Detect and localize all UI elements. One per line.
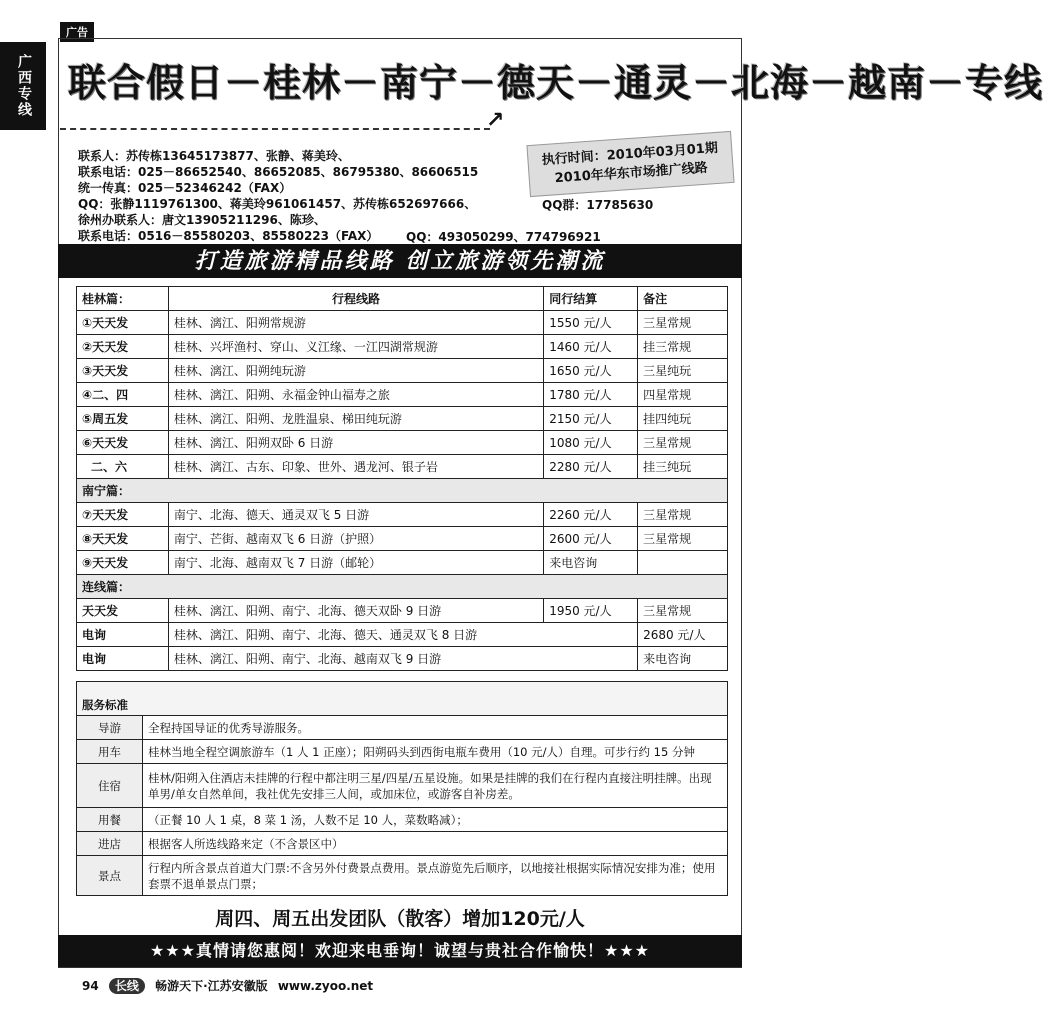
row-day: ⑦天天发 xyxy=(77,503,169,527)
row-note: 三星常规 xyxy=(638,431,728,455)
row-note xyxy=(638,551,728,575)
table-row xyxy=(77,383,728,407)
row-price: 1780 元/人 xyxy=(544,383,638,407)
row-note: 三星纯玩 xyxy=(638,359,728,383)
row-price: 1080 元/人 xyxy=(544,431,638,455)
row-note: 挂三纯玩 xyxy=(638,455,728,479)
row-price: 2600 元/人 xyxy=(544,527,638,551)
service-row xyxy=(77,808,728,832)
row-price: 1650 元/人 xyxy=(544,359,638,383)
service-text: 根据客人所选线路来定（不含景区中） xyxy=(143,832,728,856)
page-footer xyxy=(82,977,379,994)
service-label: 进店 xyxy=(77,832,143,856)
bottom-banner: ★★★真情请您惠阅！欢迎来电垂询！诚望与贵社合作愉快！★★★ xyxy=(58,935,742,967)
services-title: 服务标准 xyxy=(77,682,728,716)
contact-line: 统一传真：025－52346242（FAX） xyxy=(78,181,292,195)
services-table xyxy=(76,681,728,896)
row-price: 2680 元/人 xyxy=(638,623,728,647)
ad-tag: 广告 xyxy=(60,22,94,42)
arrow-up-icon: ↗ xyxy=(486,108,505,133)
section-row-link xyxy=(77,575,728,599)
exec-market: 2010年华东市场推广线路 xyxy=(554,160,709,187)
row-route: 桂林、漓江、阳朔、龙胜温泉、梯田纯玩游 xyxy=(168,407,543,431)
row-route: 桂林、漓江、阳朔、永福金钟山福寿之旅 xyxy=(168,383,543,407)
service-text: （正餐 10 人 1 桌，8 菜 1 汤，人数不足 10 人，菜数略减）； xyxy=(143,808,728,832)
services-title-row xyxy=(77,682,728,716)
table-row xyxy=(77,431,728,455)
row-price: 2150 元/人 xyxy=(544,407,638,431)
row-route: 桂林、漓江、阳朔纯玩游 xyxy=(168,359,543,383)
row-route: 桂林、漓江、古东、印象、世外、遇龙河、银子岩 xyxy=(168,455,543,479)
service-row xyxy=(77,764,728,808)
service-label: 用车 xyxy=(77,740,143,764)
section-title: 连线篇： xyxy=(77,575,728,599)
row-price: 1550 元/人 xyxy=(544,311,638,335)
site-url[interactable]: www.zyoo.net xyxy=(277,979,374,993)
header-section: 桂林篇： xyxy=(77,287,169,311)
row-day: 二、六 xyxy=(77,455,169,479)
route-dash-line xyxy=(60,128,490,130)
surcharge-note: 周四、周五出发团队（散客）增加120元/人 xyxy=(215,908,585,930)
contact-line: QQ：张静1119761300、蒋美玲961061457、苏传栋652697666、 xyxy=(78,197,477,211)
row-day: ③天天发 xyxy=(77,359,169,383)
row-day: 天天发 xyxy=(77,599,169,623)
service-text: 桂林当地全程空调旅游车（1 人 1 正座）；阳朔码头到西街电瓶车费用（10 元/人）自理。可步行约 15 分钟 xyxy=(143,740,728,764)
row-route: 南宁、北海、德天、通灵双飞 5 日游 xyxy=(168,503,543,527)
service-text: 行程内所含景点首道大门票:不含另外付费景点费用。景点游览先后顺序，以地接社根据实际情况安排为准；使用套票不退单景点门票； xyxy=(143,856,728,896)
row-price: 1460 元/人 xyxy=(544,335,638,359)
table-row xyxy=(77,647,728,671)
section-title: 南宁篇： xyxy=(77,479,728,503)
row-route: 桂林、漓江、阳朔常规游 xyxy=(168,311,543,335)
row-day: ⑤周五发 xyxy=(77,407,169,431)
row-day: ⑨天天发 xyxy=(77,551,169,575)
table-row xyxy=(77,455,728,479)
row-note: 挂四纯玩 xyxy=(638,407,728,431)
row-route: 桂林、漓江、阳朔双卧 6 日游 xyxy=(168,431,543,455)
row-price: 1950 元/人 xyxy=(544,599,638,623)
section-chip: 长线 xyxy=(109,978,145,994)
row-day: ⑥天天发 xyxy=(77,431,169,455)
service-text: 桂林/阳朔入住酒店未挂牌的行程中都注明三星/四星/五星设施。如果是挂牌的我们在行程内直接注明挂牌。出现单男/单女自然单间，我社优先安排三人间，或加床位，或游客自补房差。 xyxy=(143,764,728,808)
row-day: ①天天发 xyxy=(77,311,169,335)
table-row xyxy=(77,599,728,623)
row-route: 桂林、漓江、阳朔、南宁、北海、德天、通灵双飞 8 日游 xyxy=(168,623,637,647)
table-row xyxy=(77,359,728,383)
table-row xyxy=(77,311,728,335)
row-route: 桂林、兴坪渔村、穿山、义江缘、一江四湖常规游 xyxy=(168,335,543,359)
section-row-nanning xyxy=(77,479,728,503)
contact-line: 联系人：苏传栋13645173877、张静、蒋美玲、 xyxy=(78,149,350,163)
table-row xyxy=(77,551,728,575)
row-note: 三星常规 xyxy=(638,311,728,335)
row-price: 来电咨询 xyxy=(544,551,638,575)
row-day: 电询 xyxy=(77,623,169,647)
row-note: 挂三常规 xyxy=(638,335,728,359)
service-label: 导游 xyxy=(77,716,143,740)
header-note: 备注 xyxy=(638,287,728,311)
service-row xyxy=(77,856,728,896)
service-row xyxy=(77,740,728,764)
service-label: 住宿 xyxy=(77,764,143,808)
exec-date: 执行时间：2010年03月01期 xyxy=(541,140,719,169)
routes-table xyxy=(76,286,728,671)
row-route: 南宁、芒街、越南双飞 6 日游（护照） xyxy=(168,527,543,551)
row-price: 来电咨询 xyxy=(638,647,728,671)
row-note: 四星常规 xyxy=(638,383,728,407)
service-label: 景点 xyxy=(77,856,143,896)
table-row xyxy=(77,335,728,359)
header-route: 行程线路 xyxy=(168,287,543,311)
brand-name: 畅游天下·江苏安徽版 xyxy=(155,979,268,993)
contact-line: 联系电话：025－86652540、86652085、86795380、86606515 xyxy=(78,165,479,179)
row-route: 桂林、漓江、阳朔、南宁、北海、越南双飞 9 日游 xyxy=(168,647,637,671)
service-row xyxy=(77,716,728,740)
qq-group: QQ群：17785630 xyxy=(542,198,654,212)
page-number: 94 xyxy=(82,979,99,993)
row-price: 2260 元/人 xyxy=(544,503,638,527)
row-note: 三星常规 xyxy=(638,599,728,623)
table-row xyxy=(77,527,728,551)
table-row xyxy=(77,623,728,647)
side-tab: 广西专线 xyxy=(0,42,46,130)
row-route: 南宁、北海、越南双飞 7 日游（邮轮） xyxy=(168,551,543,575)
row-day: 电询 xyxy=(77,647,169,671)
headline: 联合假日－桂林－南宁－德天－通灵－北海－越南－专线 xyxy=(68,61,1043,105)
table-row xyxy=(77,503,728,527)
table-header-row xyxy=(77,287,728,311)
row-day: ⑧天天发 xyxy=(77,527,169,551)
service-label: 用餐 xyxy=(77,808,143,832)
slogan-banner: 打造旅游精品线路 创立旅游领先潮流 xyxy=(58,244,742,278)
row-day: ②天天发 xyxy=(77,335,169,359)
contact-line: 联系电话：0516－85580203、85580223（FAX） xyxy=(78,229,379,243)
row-price: 2280 元/人 xyxy=(544,455,638,479)
qq-xuzhou: QQ：493050299、774796921 xyxy=(406,230,601,244)
service-text: 全程持国导证的优秀导游服务。 xyxy=(143,716,728,740)
service-row xyxy=(77,832,728,856)
row-route: 桂林、漓江、阳朔、南宁、北海、德天双卧 9 日游 xyxy=(168,599,543,623)
contact-line: 徐州办联系人：唐文13905211296、陈珍、 xyxy=(78,213,326,227)
row-note: 三星常规 xyxy=(638,527,728,551)
row-note: 三星常规 xyxy=(638,503,728,527)
table-row xyxy=(77,407,728,431)
row-day: ④二、四 xyxy=(77,383,169,407)
header-price: 同行结算 xyxy=(544,287,638,311)
